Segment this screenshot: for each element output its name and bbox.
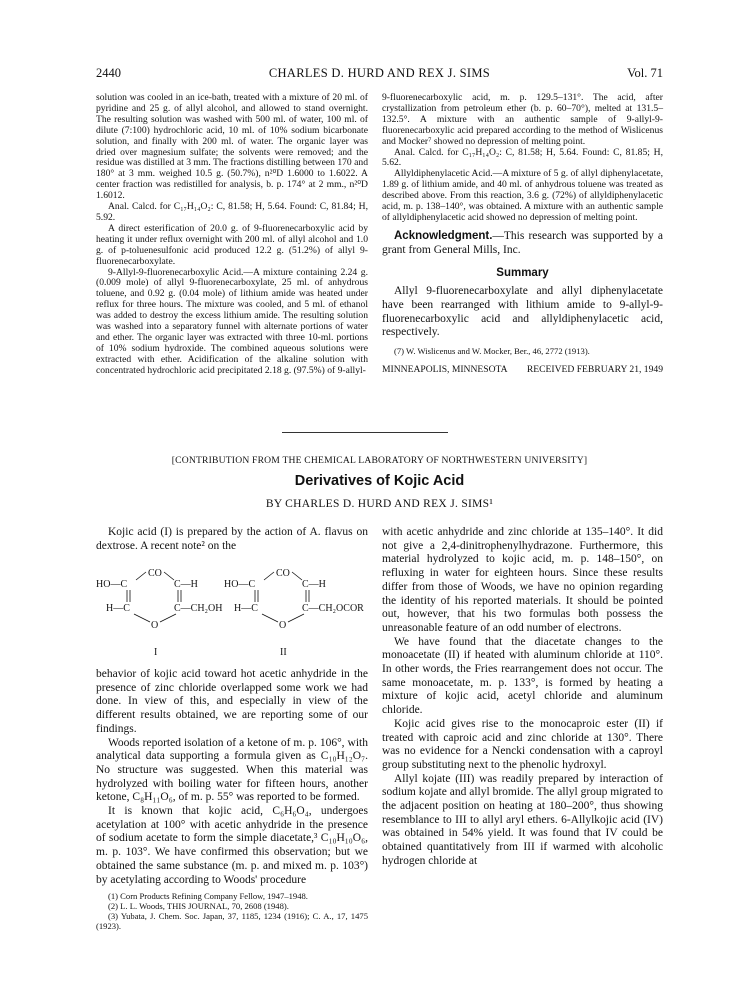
structure-II	[224, 568, 364, 658]
structure-II-label: II	[280, 647, 287, 658]
structure-II-oxygen: O	[279, 620, 287, 631]
structure-II-right-lower: C—CH₂OCOR	[302, 603, 364, 614]
paragraph: with acetic anhydride and zinc chloride at 135–140°. It did not give a 2,4-dinitrophenylhydrazone. Furthermore, this material hydrolyzed to kojic acid, m. p. 148–150°, on refluxing in water for eighteen hours. Since these results differ from those of Woods, we have no opinion regarding the identity of his reported materials. It should be pointed out, however, that his two formulas both possess the unreasonable feature of an odd number of electrons.	[382, 526, 663, 634]
structure-I-carbonyl: CO	[148, 568, 162, 579]
structure-I-left-upper: HO—C	[96, 579, 128, 590]
footnote-7: (7) W. Wislicenus and W. Mocker, Ber., 46, 2772 (1913).	[394, 346, 590, 357]
paragraph: We have found that the diacetate changes to the monoacetate (II) if heated with aluminum chloride at 110°. In other words, the Fries rearrangement does not occur. The same monoacetate, m. p. 133°, is formed by heating a mixture of kojic acid, acetyl chloride and aluminum chloride.	[382, 635, 663, 717]
analysis-paragraph: Anal. Calcd. for C₁₇H₁₄O₂: C, 81.58; H, 5.64. Found: C, 81.85; H, 5.62.	[382, 146, 663, 169]
page-number: 2440	[96, 66, 121, 80]
structure-II-carbonyl: CO	[276, 568, 290, 579]
structure-I-left-lower: H—C	[106, 603, 130, 614]
bottom-right-column	[382, 526, 663, 971]
structure-I	[96, 568, 223, 658]
paragraph: solution was cooled in an ice-bath, treated with a mixture of 20 ml. of pyridine and 25 g. of allyl alcohol, and allowed to stand overnight. The resulting solution was washed with 500 ml. of water, 100 ml. of dilute (7:100) hydrochloric acid, 10 ml. of 10% sodium bicarbonate solution, and finally with 200 ml. of water. The organic layer was dried over magnesium sulfate; the solvents were removed; and the residue was distilled at 3 mm. The fractions distilling between 170 and 180° at 3 mm. weighed 10.5 g. (50.7%), n²⁰D 1.6000 to 1.6022. A center fraction was redistilled for analysis, b. p. 174° at 2 mm., n²⁰D 1.6012.	[96, 92, 368, 202]
paragraph: Kojic acid gives rise to the monocaproic ester (II) if treated with caproic acid and zinc chloride at 130°. There was no evidence for a Nencki condensation with a caproyl group substituting next to the phenolic hydroxyl.	[382, 717, 663, 771]
section-divider	[282, 432, 448, 433]
running-header	[96, 66, 663, 82]
article-title: Derivatives of Kojic Acid	[294, 473, 465, 489]
acknowledgment-text: —This research was supported by a grant from General Mills, Inc.	[382, 229, 663, 256]
paragraph: Allyl kojate (III) was readily prepared by interaction of sodium kojate and allyl bromide. The allyl group migrated to the adjacent position on heating at 180–200°, thus showing resemblance to III to allyl aryl ethers. 6-Allylkojic acid (IV) was obtained in 54% yield. It was found that IV could be obtained quantitatively from III if warmed with alcoholic hydrogen chloride at	[382, 772, 663, 867]
summary-heading: Summary	[496, 267, 549, 280]
paragraph: Allyldiphenylacetic Acid.—A mixture of 5 g. of allyl diphenylacetate, 1.89 g. of lithium amide, and 40 ml. of anhydrous toluene was treated as described above. From this reaction, 3.6 g. (72%) of allyldiphenylacetic acid, m. p. 138–140°, was obtained. A mixture with an authentic sample of allyldiphenylacetic acid showed no depression of melting point.	[382, 168, 663, 223]
structures-figure	[96, 566, 376, 663]
place-line	[382, 364, 663, 375]
analysis-paragraph: Anal. Calcd. for C₁₇H₁₄O₂: C, 81.58; H, 5.64. Found: C, 81.84; H, 5.92.	[96, 201, 368, 223]
paragraph: A direct esterification of 20.0 g. of 9-fluorenecarboxylic acid by heating it under reflux overnight with 200 ml. of allyl alcohol and 1.0 g. of p-toluenesulfonic acid produced 12.2 g. (51.2%) of allyl 9-fluorenecarboxylate.	[96, 222, 368, 267]
acknowledgment-heading: Acknowledgment.	[394, 229, 493, 242]
footnotes	[96, 891, 368, 931]
acknowledgment	[382, 230, 663, 257]
intro-paragraph	[96, 526, 368, 553]
structure-I-label: I	[154, 647, 158, 658]
structure-I-oxygen: O	[151, 620, 159, 631]
structure-II-left-lower: H—C	[234, 603, 258, 614]
running-title: CHARLES D. HURD AND REX J. SIMS	[268, 66, 491, 80]
paragraph: 9-Allyl-9-fluorenecarboxylic Acid.—A mixture containing 2.24 g. (0.009 mole) of allyl 9-fluorenecarboxylate, 25 ml. of anhydrous toluene, and 0.92 g. (0.04 mole) of lithium amide was heated under reflux for three hours. The mixture was cooled, and 5 ml. of ethanol was added to destroy the excess lithium amide. The resulting solution was washed into a separatory funnel with alternate portions of water and ether. The organic layer was extracted with three 10-ml. portions of 10% sodium hydroxide. The combined aqueous solutions were extracted with ether. Acidification of the alkaline solution with concentrated hydrochloric acid precipitated 2.18 g. (97.5%) of 9-allyl-	[96, 266, 368, 376]
contribution-line: [CONTRIBUTION FROM THE CHEMICAL LABORATORY OF NORTHWESTERN UNIVERSITY]	[171, 455, 588, 466]
footnote-2: (2) L. L. Woods, THIS JOURNAL, 70, 2608 (1948).	[108, 901, 289, 912]
paragraph: Kojic acid (I) is prepared by the action of A. flavus on dextrose. A recent note² on the	[96, 526, 368, 552]
top-left-column	[96, 93, 368, 443]
received-date: RECEIVED FEBRUARY 21, 1949	[526, 364, 663, 376]
structure-II-left-upper: HO—C	[224, 579, 256, 590]
city: MINNEAPOLIS, MINNESOTA	[382, 364, 508, 376]
bottom-left-column	[96, 668, 368, 968]
paragraph: behavior of kojic acid toward hot acetic anhydride in the presence of zinc chloride overlapped some work we had done. In view of this, and especially in view of the different results obtained, we are reporting some of our findings.	[96, 668, 368, 735]
structure-I-right-upper: C—H	[174, 579, 198, 590]
footnote-3: (3) Yubata, J. Chem. Soc. Japan, 37, 1185, 1234 (1916); C. A., 17, 1475 (1923).	[96, 911, 368, 932]
footnote-1: (1) Corn Products Refining Company Fellow, 1947–1948.	[108, 891, 308, 902]
paragraph: It is known that kojic acid, C₆H₆O₄, undergoes acetylation at 100° with acetic anhydride in the presence of sodium acetate to form the simple diacetate,³ C₁₀H₁₀O₆, m. p. 103°. We have confirmed this observation; but we obtained the same substance (m. p. and mixed m. p. 103°) by acetylating according to Woods' procedure	[96, 805, 368, 886]
paragraph: Woods reported isolation of a ketone of m. p. 106°, with analytical data supporting a formula given as C₁₀H₁₂O₇. No structure was suggested. When this material was hydrolyzed with boiling water for fifteen hours, another ketone, C₈H₁₁O₆, of m. p. 55° was reported to be formed.	[96, 736, 368, 804]
structure-II-right-upper: C—H	[302, 579, 326, 590]
volume-label: Vol. 71	[627, 66, 663, 80]
summary-text: Allyl 9-fluorenecarboxylate and allyl diphenylacetate have been rearranged with lithium amide to 9-allyl-9-fluorenecarboxylic acid and allyldiphenylacetic acid, respectively.	[382, 285, 663, 339]
author-line: BY CHARLES D. HURD AND REX J. SIMS¹	[265, 498, 494, 510]
structure-I-right-lower: C—CH₂OH	[174, 603, 223, 614]
top-right-column	[382, 93, 663, 443]
paragraph: 9-fluorenecarboxylic acid, m. p. 129.5–131°. The acid, after crystallization from petroleum ether (b. p. 60–70°), melted at 131.5–132.5°. A mixture with an authentic sample of 9-allyl-9-fluorenecarboxylic acid prepared according to the method of Wislicenus and Mocker⁷ showed no depression of melting point.	[382, 92, 663, 147]
